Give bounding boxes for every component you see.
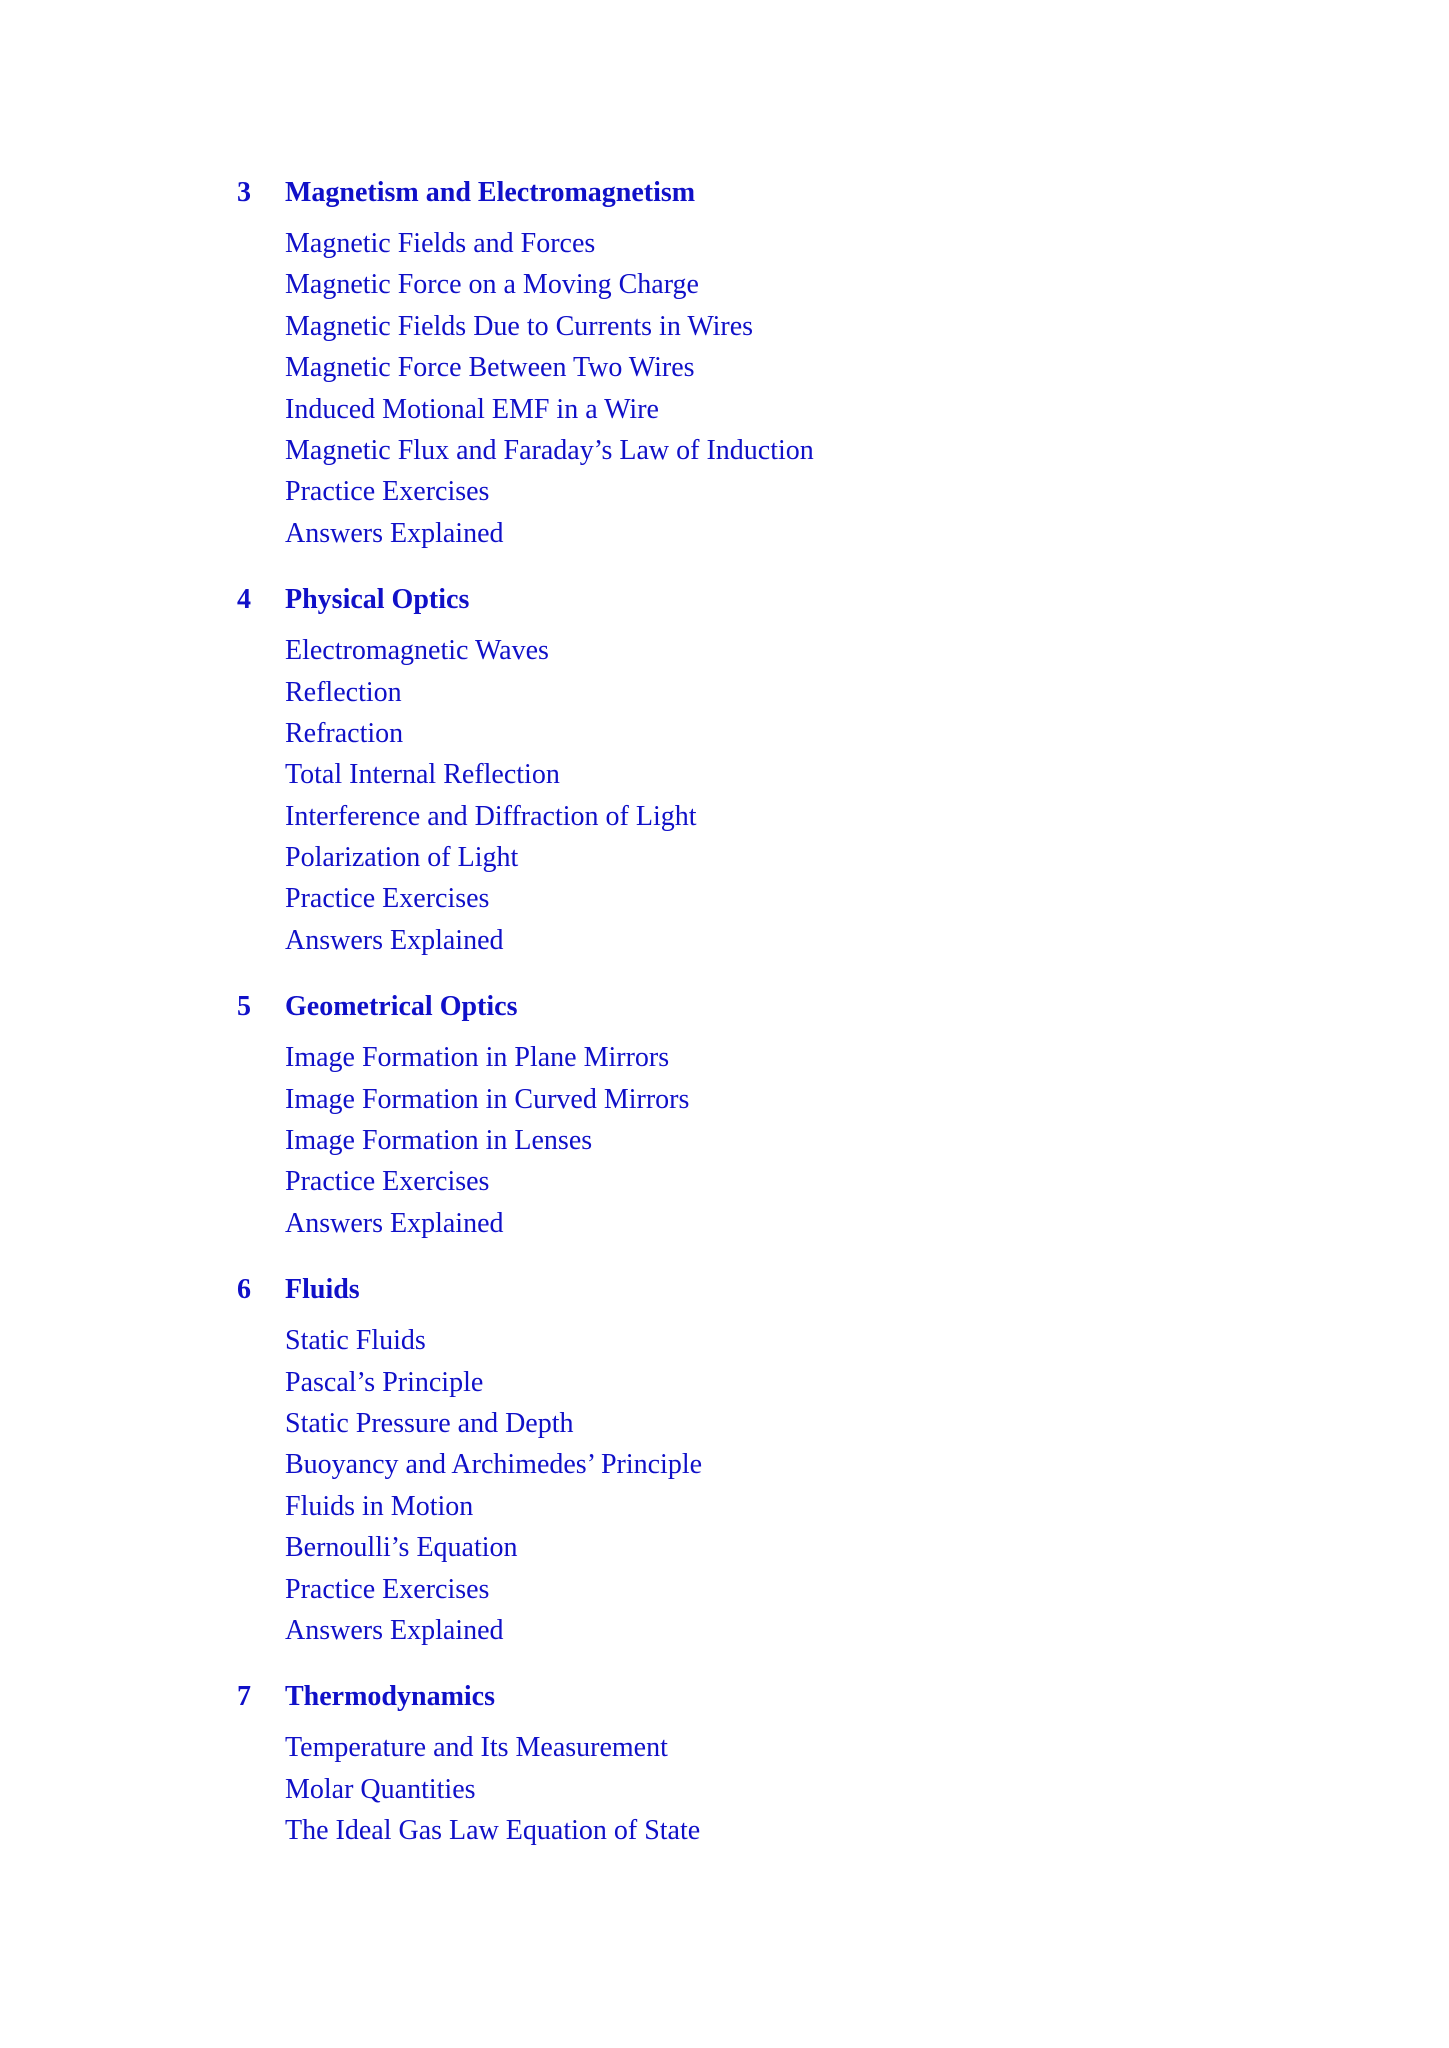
section-link[interactable]: Magnetic Force Between Two Wires: [285, 352, 695, 384]
toc-chapter: [0, 172, 1449, 554]
section-link[interactable]: Polarization of Light: [285, 842, 519, 874]
chapter-heading[interactable]: [0, 986, 1449, 1028]
chapter-number: 6: [237, 1274, 251, 1306]
section-link[interactable]: The Ideal Gas Law Equation of State: [285, 1815, 701, 1847]
section-link[interactable]: Buoyancy and Archimedes’ Principle: [285, 1449, 703, 1481]
toc-section-item: [0, 630, 1449, 671]
section-link[interactable]: Answers Explained: [285, 1614, 504, 1646]
toc-section-item: [0, 1362, 1449, 1403]
toc-section-item: [0, 1486, 1449, 1527]
chapter-title-link[interactable]: Fluids: [285, 1274, 360, 1306]
section-link[interactable]: Practice Exercises: [285, 1166, 490, 1198]
toc-section-item: [0, 1203, 1449, 1244]
toc-chapter: [0, 1676, 1449, 1851]
chapter-heading[interactable]: [0, 579, 1449, 621]
section-link[interactable]: Interference and Diffraction of Light: [285, 800, 697, 832]
toc-section-item: [0, 1120, 1449, 1161]
chapter-heading[interactable]: [0, 1269, 1449, 1311]
toc-section-item: [0, 1444, 1449, 1485]
toc-section-item: [0, 920, 1449, 961]
toc-section-item: [0, 264, 1449, 305]
section-link[interactable]: Bernoulli’s Equation: [285, 1532, 518, 1564]
chapter-number: 7: [237, 1681, 251, 1713]
chapter-title-link[interactable]: Thermodynamics: [285, 1681, 495, 1713]
toc-section-item: [0, 306, 1449, 347]
section-link[interactable]: Image Formation in Lenses: [285, 1125, 593, 1157]
toc-section-item: [0, 1569, 1449, 1610]
toc-section-item: [0, 1403, 1449, 1444]
section-link[interactable]: Electromagnetic Waves: [285, 635, 549, 667]
toc-section-item: [0, 796, 1449, 837]
section-link[interactable]: Reflection: [285, 676, 402, 708]
toc-section-item: [0, 713, 1449, 754]
toc-section-item: [0, 1769, 1449, 1810]
section-list: [0, 1037, 1449, 1244]
chapter-number: 4: [237, 584, 251, 616]
section-link[interactable]: Image Formation in Plane Mirrors: [285, 1042, 670, 1074]
toc-section-item: [0, 1037, 1449, 1078]
chapter-number: 3: [237, 177, 251, 208]
chapter-title-link[interactable]: Physical Optics: [285, 584, 470, 616]
toc-section-item: [0, 513, 1449, 554]
section-link[interactable]: Refraction: [285, 717, 404, 749]
toc-section-item: [0, 1161, 1449, 1202]
section-link[interactable]: Answers Explained: [285, 1207, 504, 1239]
toc-section-item: [0, 878, 1449, 919]
section-list: [0, 1727, 1449, 1851]
section-list: [0, 223, 1449, 554]
toc-section-item: [0, 1610, 1449, 1651]
chapter-title-link[interactable]: Magnetism and Electromagnetism: [285, 177, 696, 208]
toc-section-item: [0, 1810, 1449, 1851]
section-link[interactable]: Practice Exercises: [285, 1573, 490, 1605]
toc-section-item: [0, 389, 1449, 430]
section-link[interactable]: Pascal’s Principle: [285, 1366, 484, 1398]
section-link[interactable]: Static Fluids: [285, 1325, 426, 1357]
toc-chapter: [0, 986, 1449, 1244]
section-link[interactable]: Answers Explained: [285, 517, 504, 549]
toc-section-item: [0, 1727, 1449, 1768]
toc-section-item: [0, 672, 1449, 713]
section-link[interactable]: Magnetic Force on a Moving Charge: [285, 269, 699, 301]
section-link[interactable]: Magnetic Flux and Faraday’s Law of Induction: [285, 434, 814, 466]
toc-chapter: [0, 579, 1449, 961]
table-of-contents: [0, 172, 1449, 1877]
section-link[interactable]: Induced Motional EMF in a Wire: [285, 393, 659, 425]
section-link[interactable]: Magnetic Fields Due to Currents in Wires: [285, 310, 754, 342]
section-link[interactable]: Answers Explained: [285, 924, 504, 956]
toc-section-item: [0, 754, 1449, 795]
section-link[interactable]: Fluids in Motion: [285, 1490, 474, 1522]
toc-section-item: [0, 471, 1449, 512]
toc-section-item: [0, 223, 1449, 264]
section-link[interactable]: Practice Exercises: [285, 883, 490, 915]
chapter-number: 5: [237, 991, 251, 1023]
section-link[interactable]: Static Pressure and Depth: [285, 1407, 574, 1439]
chapter-heading[interactable]: [0, 172, 1449, 214]
section-list: [0, 630, 1449, 961]
section-link[interactable]: Practice Exercises: [285, 476, 490, 508]
toc-section-item: [0, 1320, 1449, 1361]
toc-section-item: [0, 837, 1449, 878]
section-list: [0, 1320, 1449, 1651]
chapter-heading[interactable]: [0, 1676, 1449, 1718]
section-link[interactable]: Magnetic Fields and Forces: [285, 228, 596, 259]
toc-section-item: [0, 1079, 1449, 1120]
chapter-title-link[interactable]: Geometrical Optics: [285, 991, 518, 1023]
section-link[interactable]: Temperature and Its Measurement: [285, 1732, 668, 1764]
toc-section-item: [0, 430, 1449, 471]
section-link[interactable]: Total Internal Reflection: [285, 759, 560, 791]
toc-chapter: [0, 1269, 1449, 1651]
section-link[interactable]: Image Formation in Curved Mirrors: [285, 1083, 690, 1115]
section-link[interactable]: Molar Quantities: [285, 1773, 476, 1805]
toc-section-item: [0, 1527, 1449, 1568]
toc-section-item: [0, 347, 1449, 388]
